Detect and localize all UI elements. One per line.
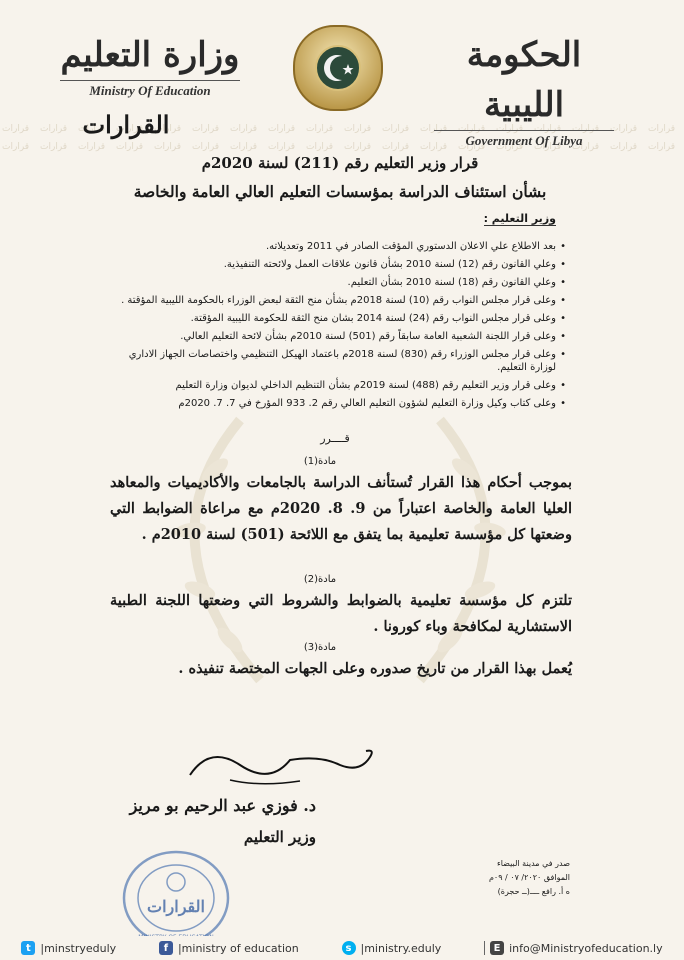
official-stamp xyxy=(120,848,232,948)
preamble-clause: • وعلي القانون رقم (18) لسنة 2010 بشأن التعليم. xyxy=(120,276,566,289)
minister-label: وزير التعليم : xyxy=(483,212,556,225)
government-title-en: Government Of Libya xyxy=(434,130,614,149)
article-3-label: مادة(3) xyxy=(303,642,337,653)
preamble-clause: • بعد الاطلاع علي الاعلان الدستوري المؤقت الصادر في 2011 وتعديلاته. xyxy=(120,240,566,253)
article-2-label: مادة(2) xyxy=(303,574,337,585)
footer-twitter[interactable] xyxy=(21,941,116,955)
article-3-text: يُعمل بهذا القرار من تاريخ صدوره وعلى الجهات المختصة تنفيذه . xyxy=(178,660,572,677)
issue-ref: ه أ. رافع ــــ(ــ حجرة) xyxy=(497,887,570,896)
skype-handle: |ministry.eduly xyxy=(360,941,442,955)
ministry-title-ar: وزارة التعليم xyxy=(60,35,240,75)
decree-title: قرار وزير التعليم رقم (211) لسنة 2020م xyxy=(201,154,479,172)
skype-icon: s xyxy=(342,941,356,955)
signatory-title: وزير التعليم xyxy=(243,828,316,846)
preamble-clause: • وعلى قرار مجلس الوزراء رقم (830) لسنة 2018م باعتماد الهيكل التنظيمي واختصاصات الجهاز الاداري لوزارة التعليم. xyxy=(120,348,566,374)
decided-heading: قــــرر xyxy=(320,432,350,445)
contact-footer xyxy=(0,936,684,960)
signatory-name: د. فوزي عبد الرحيم بو مريز xyxy=(129,796,316,815)
ministry-title xyxy=(60,30,240,99)
article-1-text: بموجب أحكام هذا القرار تُستأنف الدراسة بالجامعات والأكاديميات والمعاهد العليا العامة والخاصة اعتباراً من 9. 8. 2020م مع مراعاة الضوابط التي وضعتها كل مؤسسة تعليمية بما يتفق مع اللائحة (501) لسنة 2010م . xyxy=(110,474,572,543)
preamble-list xyxy=(120,240,566,415)
section-title: القرارات xyxy=(82,110,170,139)
issue-info xyxy=(430,857,570,899)
preamble-clause: • وعلي القانون رقم (12) لسنة 2010 بشأن قانون علاقات العمل ولائحته التنفيذية. xyxy=(120,258,566,271)
facebook-icon: f xyxy=(159,941,173,955)
email-address: info@Ministryofeducation.ly xyxy=(509,941,663,955)
footer-divider xyxy=(484,941,485,955)
government-title xyxy=(434,30,614,149)
footer-facebook[interactable] xyxy=(159,941,299,955)
issue-place: صدر في مدينة البيضاء xyxy=(496,859,570,868)
handwritten-signature xyxy=(170,735,410,795)
preamble-clause: • وعلى كتاب وكيل وزارة التعليم لشؤون التعليم العالي رقم 2. 933 المؤرخ في 7. 7. 2020م xyxy=(120,397,566,410)
ministry-title-en: Ministry Of Education xyxy=(60,80,240,99)
preamble-clause: • وعلى قرار اللجنة الشعبية العامة سابقاً رقم (501) لسنة 2010م بشأن لائحة التعليم العالي. xyxy=(120,330,566,343)
footer-email[interactable] xyxy=(484,941,663,955)
libya-emblem-icon xyxy=(286,22,390,114)
government-title-ar: الحكومة الليبية xyxy=(466,35,582,125)
preamble-clause: • وعلى قرار وزير التعليم رقم (488) لسنة 2019م بشأن التنظيم الداخلي لديوان وزارة التعليم xyxy=(120,379,566,392)
preamble-clause: • وعلى قرار مجلس النواب رقم (10) لسنة 2018م بشأن منح الثقة لبعض الوزراء بالحكومة الليبية المؤقتة . xyxy=(120,294,566,307)
decree-subject: بشأن استئناف الدراسة بمؤسسات التعليم العالي العامة والخاصة xyxy=(133,182,547,201)
article-2-text: تلتزم كل مؤسسة تعليمية بالضوابط والشروط التي وضعتها اللجنة الطبية الاستشارية لمكافحة وباء كورونا . xyxy=(110,592,572,635)
article-1-label: مادة(1) xyxy=(303,456,337,467)
facebook-handle: |ministry of education xyxy=(177,941,299,955)
issue-date: الموافق ٢٠٢٠/ ٠٧ / ٠٩م xyxy=(488,873,570,882)
email-icon: E xyxy=(490,941,504,955)
stamp-center-text: القرارات xyxy=(147,897,205,916)
twitter-handle: |minstryeduly xyxy=(40,941,117,955)
preamble-clause: • وعلى قرار مجلس النواب رقم (24) لسنة 2014 بشان منح الثقة للحكومة الليبية المؤقتة. xyxy=(120,312,566,325)
footer-skype[interactable] xyxy=(342,941,442,955)
twitter-icon: t xyxy=(21,941,35,955)
